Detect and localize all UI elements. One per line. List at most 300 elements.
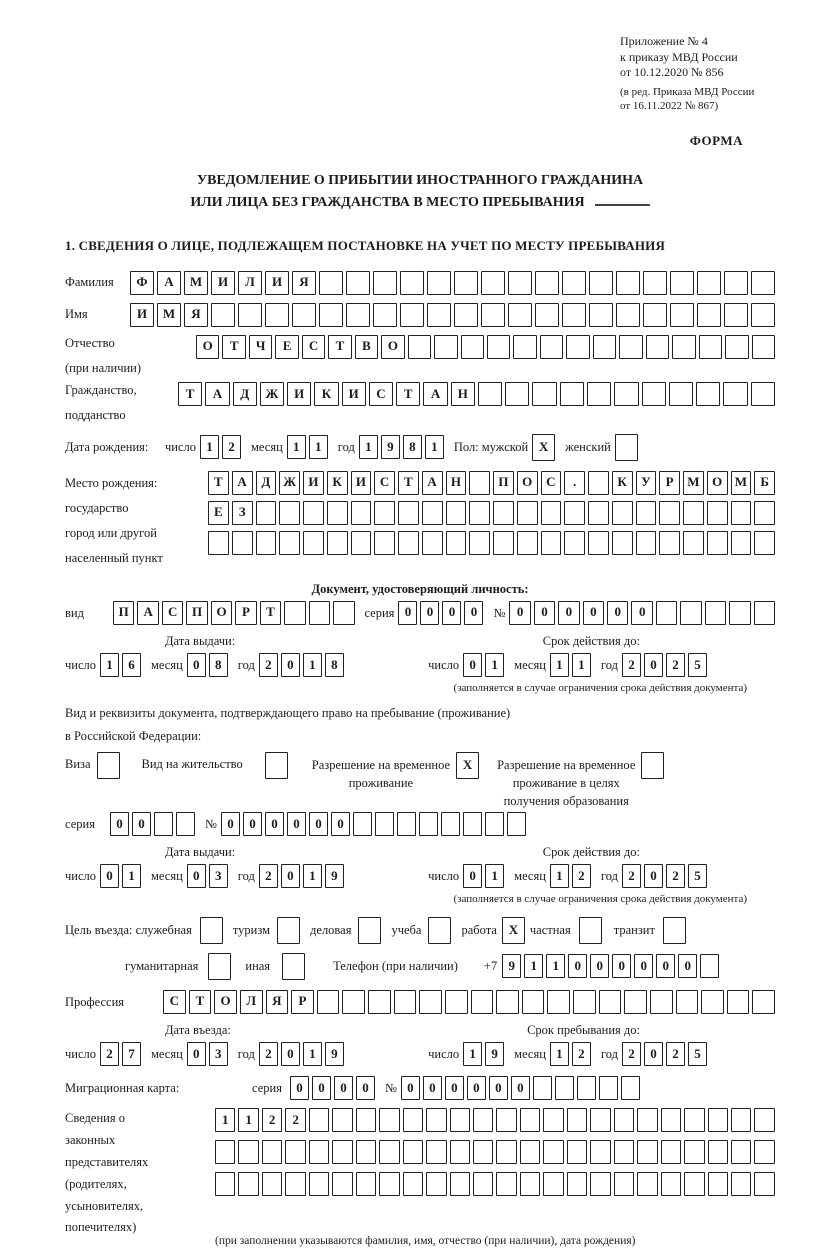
char-cell[interactable]: Т xyxy=(398,471,419,495)
char-cell[interactable]: 6 xyxy=(122,653,141,677)
char-cell[interactable]: 2 xyxy=(259,1042,278,1066)
char-cell[interactable] xyxy=(493,501,514,525)
char-cell[interactable] xyxy=(473,1172,493,1196)
char-cell[interactable]: И xyxy=(342,382,366,406)
char-cell[interactable]: С xyxy=(369,382,393,406)
char-cell[interactable]: 1 xyxy=(303,864,322,888)
char-cell[interactable] xyxy=(659,501,680,525)
char-cell[interactable] xyxy=(624,990,647,1014)
char-cell[interactable] xyxy=(379,1172,399,1196)
char-cell[interactable] xyxy=(520,1108,540,1132)
char-cell[interactable] xyxy=(505,382,529,406)
char-cell[interactable] xyxy=(637,1172,657,1196)
char-cell[interactable]: 0 xyxy=(634,954,653,978)
char-cell[interactable] xyxy=(661,1172,681,1196)
char-cell[interactable] xyxy=(684,1140,704,1164)
char-cell[interactable] xyxy=(422,531,443,555)
char-cell[interactable]: 9 xyxy=(502,954,521,978)
char-cell[interactable] xyxy=(731,501,752,525)
char-cell[interactable]: А xyxy=(423,382,447,406)
char-cell[interactable] xyxy=(522,990,545,1014)
char-cell[interactable] xyxy=(573,990,596,1014)
char-cell[interactable] xyxy=(708,1140,728,1164)
char-cell[interactable] xyxy=(471,990,494,1014)
char-cell[interactable] xyxy=(614,1140,634,1164)
char-cell[interactable]: 1 xyxy=(303,653,322,677)
purpose-private-checkbox[interactable] xyxy=(579,917,602,944)
char-cell[interactable] xyxy=(705,601,726,625)
char-cell[interactable] xyxy=(215,1172,235,1196)
char-cell[interactable] xyxy=(751,303,775,327)
char-cell[interactable]: 7 xyxy=(122,1042,141,1066)
char-cell[interactable] xyxy=(445,990,468,1014)
char-cell[interactable]: 0 xyxy=(644,653,663,677)
purpose-work-checkbox[interactable]: X xyxy=(502,917,525,944)
char-cell[interactable] xyxy=(567,1172,587,1196)
char-cell[interactable] xyxy=(590,1140,610,1164)
char-cell[interactable] xyxy=(368,990,391,1014)
char-cell[interactable]: 0 xyxy=(509,601,530,625)
char-cell[interactable] xyxy=(441,812,460,836)
char-cell[interactable]: В xyxy=(355,335,378,359)
char-cell[interactable] xyxy=(731,531,752,555)
char-cell[interactable] xyxy=(419,812,438,836)
char-cell[interactable]: 3 xyxy=(209,1042,228,1066)
char-cell[interactable]: 2 xyxy=(572,1042,591,1066)
char-cell[interactable]: 0 xyxy=(644,1042,663,1066)
char-cell[interactable]: Т xyxy=(222,335,245,359)
char-cell[interactable]: 0 xyxy=(511,1076,530,1100)
char-cell[interactable] xyxy=(426,1172,446,1196)
char-cell[interactable] xyxy=(332,1140,352,1164)
char-cell[interactable]: П xyxy=(186,601,207,625)
char-cell[interactable] xyxy=(588,501,609,525)
char-cell[interactable] xyxy=(642,382,666,406)
char-cell[interactable]: 0 xyxy=(287,812,306,836)
char-cell[interactable] xyxy=(656,601,677,625)
char-cell[interactable]: 1 xyxy=(550,653,569,677)
char-cell[interactable] xyxy=(346,303,370,327)
char-cell[interactable] xyxy=(533,1076,552,1100)
char-cell[interactable] xyxy=(487,335,510,359)
char-cell[interactable]: 0 xyxy=(423,1076,442,1100)
char-cell[interactable]: 0 xyxy=(132,812,151,836)
char-cell[interactable] xyxy=(333,601,354,625)
char-cell[interactable] xyxy=(577,1076,596,1100)
purpose-tourism-checkbox[interactable] xyxy=(277,917,300,944)
char-cell[interactable] xyxy=(317,990,340,1014)
char-cell[interactable]: Е xyxy=(208,501,229,525)
char-cell[interactable]: И xyxy=(265,271,289,295)
char-cell[interactable] xyxy=(373,303,397,327)
char-cell[interactable] xyxy=(285,1140,305,1164)
char-cell[interactable] xyxy=(422,501,443,525)
sex-female-checkbox[interactable] xyxy=(615,434,638,461)
char-cell[interactable]: М xyxy=(184,271,208,295)
char-cell[interactable] xyxy=(356,1172,376,1196)
char-cell[interactable] xyxy=(426,1140,446,1164)
char-cell[interactable]: 0 xyxy=(334,1076,353,1100)
char-cell[interactable] xyxy=(517,531,538,555)
char-cell[interactable]: 0 xyxy=(442,601,461,625)
temp-residence-checkbox[interactable]: X xyxy=(456,752,479,779)
char-cell[interactable] xyxy=(661,1108,681,1132)
char-cell[interactable] xyxy=(729,601,750,625)
char-cell[interactable]: 2 xyxy=(622,864,641,888)
char-cell[interactable] xyxy=(319,303,343,327)
char-cell[interactable] xyxy=(621,1076,640,1100)
char-cell[interactable]: И xyxy=(303,471,324,495)
char-cell[interactable] xyxy=(532,382,556,406)
char-cell[interactable] xyxy=(731,1108,751,1132)
char-cell[interactable] xyxy=(754,1140,774,1164)
char-cell[interactable] xyxy=(697,303,721,327)
char-cell[interactable]: 2 xyxy=(622,653,641,677)
char-cell[interactable]: Л xyxy=(238,271,262,295)
char-cell[interactable] xyxy=(454,271,478,295)
char-cell[interactable]: Я xyxy=(266,990,289,1014)
char-cell[interactable] xyxy=(279,501,300,525)
char-cell[interactable] xyxy=(374,501,395,525)
char-cell[interactable] xyxy=(683,531,704,555)
char-cell[interactable]: Н xyxy=(451,382,475,406)
char-cell[interactable] xyxy=(643,271,667,295)
char-cell[interactable]: 0 xyxy=(187,1042,206,1066)
char-cell[interactable]: 0 xyxy=(281,1042,300,1066)
char-cell[interactable]: 0 xyxy=(187,653,206,677)
char-cell[interactable]: Ж xyxy=(260,382,284,406)
char-cell[interactable] xyxy=(434,335,457,359)
char-cell[interactable] xyxy=(661,1140,681,1164)
char-cell[interactable]: 0 xyxy=(590,954,609,978)
char-cell[interactable] xyxy=(643,303,667,327)
char-cell[interactable]: С xyxy=(374,471,395,495)
char-cell[interactable]: 5 xyxy=(688,1042,707,1066)
char-cell[interactable]: 3 xyxy=(209,864,228,888)
char-cell[interactable] xyxy=(374,531,395,555)
char-cell[interactable] xyxy=(520,1140,540,1164)
char-cell[interactable] xyxy=(723,382,747,406)
char-cell[interactable]: 2 xyxy=(262,1108,282,1132)
char-cell[interactable] xyxy=(589,271,613,295)
char-cell[interactable] xyxy=(351,501,372,525)
char-cell[interactable] xyxy=(725,335,748,359)
char-cell[interactable]: Я xyxy=(184,303,208,327)
char-cell[interactable]: О xyxy=(214,990,237,1014)
char-cell[interactable]: . xyxy=(564,471,585,495)
visa-checkbox[interactable] xyxy=(97,752,120,779)
char-cell[interactable]: А xyxy=(232,471,253,495)
char-cell[interactable]: Р xyxy=(659,471,680,495)
char-cell[interactable]: 1 xyxy=(485,864,504,888)
char-cell[interactable]: 0 xyxy=(309,812,328,836)
char-cell[interactable] xyxy=(614,1108,634,1132)
char-cell[interactable]: А xyxy=(205,382,229,406)
char-cell[interactable] xyxy=(238,1172,258,1196)
char-cell[interactable] xyxy=(650,990,673,1014)
char-cell[interactable] xyxy=(520,1172,540,1196)
char-cell[interactable]: Т xyxy=(178,382,202,406)
char-cell[interactable] xyxy=(327,531,348,555)
char-cell[interactable] xyxy=(636,501,657,525)
char-cell[interactable] xyxy=(232,531,253,555)
char-cell[interactable] xyxy=(614,1172,634,1196)
char-cell[interactable] xyxy=(485,812,504,836)
char-cell[interactable] xyxy=(262,1172,282,1196)
char-cell[interactable]: 1 xyxy=(485,653,504,677)
char-cell[interactable]: 0 xyxy=(583,601,604,625)
char-cell[interactable] xyxy=(461,335,484,359)
char-cell[interactable] xyxy=(379,1140,399,1164)
char-cell[interactable] xyxy=(680,601,701,625)
char-cell[interactable] xyxy=(309,1172,329,1196)
char-cell[interactable]: А xyxy=(422,471,443,495)
char-cell[interactable]: 2 xyxy=(100,1042,119,1066)
char-cell[interactable] xyxy=(535,271,559,295)
char-cell[interactable] xyxy=(708,1172,728,1196)
char-cell[interactable] xyxy=(540,335,563,359)
char-cell[interactable]: Б xyxy=(754,471,775,495)
char-cell[interactable]: 1 xyxy=(359,435,378,459)
char-cell[interactable] xyxy=(265,303,289,327)
char-cell[interactable]: Е xyxy=(275,335,298,359)
char-cell[interactable] xyxy=(284,601,305,625)
char-cell[interactable] xyxy=(450,1140,470,1164)
char-cell[interactable]: 0 xyxy=(401,1076,420,1100)
char-cell[interactable] xyxy=(754,601,775,625)
char-cell[interactable] xyxy=(309,1108,329,1132)
char-cell[interactable] xyxy=(419,990,442,1014)
char-cell[interactable] xyxy=(403,1140,423,1164)
char-cell[interactable]: 1 xyxy=(200,435,219,459)
char-cell[interactable] xyxy=(303,501,324,525)
char-cell[interactable]: Д xyxy=(233,382,257,406)
char-cell[interactable]: 0 xyxy=(221,812,240,836)
char-cell[interactable]: 1 xyxy=(303,1042,322,1066)
temp-residence-edu-checkbox[interactable] xyxy=(641,752,664,779)
char-cell[interactable] xyxy=(427,271,451,295)
char-cell[interactable] xyxy=(356,1140,376,1164)
char-cell[interactable] xyxy=(599,990,622,1014)
char-cell[interactable] xyxy=(562,303,586,327)
char-cell[interactable] xyxy=(543,1108,563,1132)
char-cell[interactable] xyxy=(752,990,775,1014)
char-cell[interactable]: 1 xyxy=(309,435,328,459)
char-cell[interactable] xyxy=(731,1140,751,1164)
char-cell[interactable]: 8 xyxy=(403,435,422,459)
char-cell[interactable]: А xyxy=(137,601,158,625)
char-cell[interactable]: 2 xyxy=(622,1042,641,1066)
char-cell[interactable]: 0 xyxy=(110,812,129,836)
char-cell[interactable] xyxy=(564,531,585,555)
char-cell[interactable] xyxy=(637,1140,657,1164)
char-cell[interactable] xyxy=(564,501,585,525)
char-cell[interactable] xyxy=(154,812,173,836)
char-cell[interactable]: Т xyxy=(328,335,351,359)
char-cell[interactable] xyxy=(403,1172,423,1196)
char-cell[interactable]: 1 xyxy=(122,864,141,888)
char-cell[interactable]: 8 xyxy=(325,653,344,677)
char-cell[interactable] xyxy=(373,271,397,295)
char-cell[interactable]: О xyxy=(517,471,538,495)
char-cell[interactable]: О xyxy=(196,335,219,359)
char-cell[interactable]: П xyxy=(113,601,134,625)
char-cell[interactable]: 0 xyxy=(356,1076,375,1100)
char-cell[interactable] xyxy=(262,1140,282,1164)
char-cell[interactable] xyxy=(676,990,699,1014)
char-cell[interactable]: Л xyxy=(240,990,263,1014)
char-cell[interactable] xyxy=(446,501,467,525)
char-cell[interactable] xyxy=(700,954,719,978)
char-cell[interactable] xyxy=(507,812,526,836)
sex-male-checkbox[interactable]: X xyxy=(532,434,555,461)
char-cell[interactable] xyxy=(566,335,589,359)
char-cell[interactable] xyxy=(555,1076,574,1100)
char-cell[interactable] xyxy=(616,271,640,295)
char-cell[interactable]: С xyxy=(541,471,562,495)
char-cell[interactable] xyxy=(469,471,490,495)
char-cell[interactable] xyxy=(752,335,775,359)
char-cell[interactable] xyxy=(446,531,467,555)
char-cell[interactable] xyxy=(309,601,330,625)
char-cell[interactable] xyxy=(478,382,502,406)
char-cell[interactable]: К xyxy=(612,471,633,495)
char-cell[interactable]: У xyxy=(636,471,657,495)
char-cell[interactable] xyxy=(496,1140,516,1164)
char-cell[interactable]: 1 xyxy=(100,653,119,677)
char-cell[interactable]: А xyxy=(157,271,181,295)
char-cell[interactable] xyxy=(211,303,235,327)
char-cell[interactable] xyxy=(614,382,638,406)
char-cell[interactable] xyxy=(697,271,721,295)
char-cell[interactable]: 2 xyxy=(222,435,241,459)
char-cell[interactable]: 1 xyxy=(238,1108,258,1132)
char-cell[interactable] xyxy=(593,335,616,359)
purpose-business-checkbox[interactable] xyxy=(358,917,381,944)
char-cell[interactable] xyxy=(599,1076,618,1100)
char-cell[interactable]: Р xyxy=(235,601,256,625)
char-cell[interactable] xyxy=(754,1108,774,1132)
char-cell[interactable]: С xyxy=(302,335,325,359)
char-cell[interactable] xyxy=(454,303,478,327)
char-cell[interactable] xyxy=(473,1108,493,1132)
char-cell[interactable]: М xyxy=(157,303,181,327)
char-cell[interactable]: 1 xyxy=(287,435,306,459)
char-cell[interactable]: 9 xyxy=(325,1042,344,1066)
char-cell[interactable]: Ф xyxy=(130,271,154,295)
char-cell[interactable] xyxy=(590,1108,610,1132)
char-cell[interactable]: 5 xyxy=(688,864,707,888)
char-cell[interactable]: 0 xyxy=(281,864,300,888)
char-cell[interactable]: Р xyxy=(291,990,314,1014)
purpose-official-checkbox[interactable] xyxy=(200,917,223,944)
char-cell[interactable]: 0 xyxy=(331,812,350,836)
char-cell[interactable]: П xyxy=(493,471,514,495)
char-cell[interactable] xyxy=(256,501,277,525)
char-cell[interactable]: К xyxy=(314,382,338,406)
char-cell[interactable] xyxy=(208,531,229,555)
char-cell[interactable]: 0 xyxy=(445,1076,464,1100)
char-cell[interactable]: 0 xyxy=(678,954,697,978)
char-cell[interactable] xyxy=(659,531,680,555)
char-cell[interactable] xyxy=(426,1108,446,1132)
char-cell[interactable] xyxy=(754,531,775,555)
char-cell[interactable] xyxy=(327,501,348,525)
char-cell[interactable] xyxy=(513,335,536,359)
char-cell[interactable] xyxy=(238,1140,258,1164)
char-cell[interactable]: С xyxy=(162,601,183,625)
char-cell[interactable] xyxy=(473,1140,493,1164)
char-cell[interactable] xyxy=(637,1108,657,1132)
char-cell[interactable] xyxy=(332,1172,352,1196)
char-cell[interactable]: 0 xyxy=(631,601,652,625)
char-cell[interactable]: 0 xyxy=(290,1076,309,1100)
char-cell[interactable]: М xyxy=(683,471,704,495)
char-cell[interactable] xyxy=(619,335,642,359)
char-cell[interactable]: К xyxy=(327,471,348,495)
char-cell[interactable] xyxy=(394,990,417,1014)
char-cell[interactable] xyxy=(588,471,609,495)
char-cell[interactable]: О xyxy=(211,601,232,625)
char-cell[interactable] xyxy=(612,531,633,555)
char-cell[interactable]: 0 xyxy=(644,864,663,888)
char-cell[interactable] xyxy=(612,501,633,525)
char-cell[interactable] xyxy=(589,303,613,327)
char-cell[interactable]: 0 xyxy=(558,601,579,625)
char-cell[interactable] xyxy=(356,1108,376,1132)
char-cell[interactable] xyxy=(215,1140,235,1164)
char-cell[interactable] xyxy=(279,531,300,555)
char-cell[interactable] xyxy=(508,271,532,295)
char-cell[interactable]: 0 xyxy=(281,653,300,677)
char-cell[interactable] xyxy=(751,271,775,295)
char-cell[interactable] xyxy=(400,303,424,327)
purpose-humanitarian-checkbox[interactable] xyxy=(208,953,231,980)
char-cell[interactable]: 2 xyxy=(666,864,685,888)
char-cell[interactable] xyxy=(587,382,611,406)
char-cell[interactable] xyxy=(731,1172,751,1196)
char-cell[interactable] xyxy=(332,1108,352,1132)
char-cell[interactable] xyxy=(463,812,482,836)
char-cell[interactable] xyxy=(469,531,490,555)
char-cell[interactable]: И xyxy=(287,382,311,406)
char-cell[interactable]: 1 xyxy=(425,435,444,459)
char-cell[interactable]: 0 xyxy=(612,954,631,978)
char-cell[interactable] xyxy=(541,501,562,525)
char-cell[interactable] xyxy=(696,382,720,406)
char-cell[interactable] xyxy=(590,1172,610,1196)
char-cell[interactable]: 1 xyxy=(550,1042,569,1066)
char-cell[interactable] xyxy=(346,271,370,295)
residence-permit-checkbox[interactable] xyxy=(265,752,288,779)
char-cell[interactable] xyxy=(543,1172,563,1196)
char-cell[interactable]: 0 xyxy=(187,864,206,888)
char-cell[interactable] xyxy=(684,1108,704,1132)
char-cell[interactable] xyxy=(562,271,586,295)
char-cell[interactable] xyxy=(351,531,372,555)
char-cell[interactable]: 1 xyxy=(550,864,569,888)
char-cell[interactable]: З xyxy=(232,501,253,525)
purpose-study-checkbox[interactable] xyxy=(428,917,451,944)
char-cell[interactable] xyxy=(176,812,195,836)
char-cell[interactable] xyxy=(724,303,748,327)
char-cell[interactable] xyxy=(708,1108,728,1132)
char-cell[interactable]: И xyxy=(211,271,235,295)
char-cell[interactable] xyxy=(670,271,694,295)
char-cell[interactable]: Я xyxy=(292,271,316,295)
char-cell[interactable]: О xyxy=(707,471,728,495)
char-cell[interactable] xyxy=(450,1108,470,1132)
